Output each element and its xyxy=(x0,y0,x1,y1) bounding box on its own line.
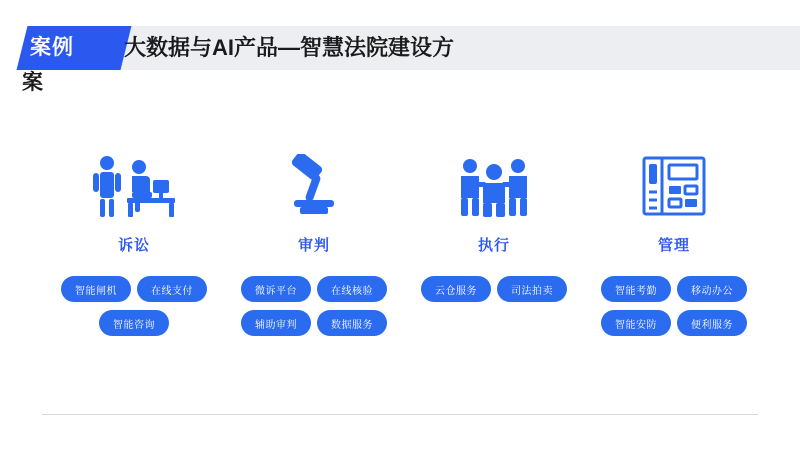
category-column-management xyxy=(574,150,774,380)
pill-item[interactable]: 云仓服务 xyxy=(421,276,491,302)
pill-item[interactable]: 在线支付 xyxy=(137,276,207,302)
category-columns xyxy=(0,150,800,380)
header-overflow-text: 案 xyxy=(22,71,43,94)
pill-item[interactable]: 辅助审判 xyxy=(241,310,311,336)
slide-header xyxy=(0,26,800,70)
pill-item[interactable]: 智能闸机 xyxy=(61,276,131,302)
category-label-trial: 审判 xyxy=(297,237,330,254)
category-label-management: 管理 xyxy=(657,237,690,254)
page-title: 大数据与AI产品—智慧法院建设方 xyxy=(124,35,455,60)
category-column-enforcement xyxy=(394,150,594,380)
pill-item[interactable]: 智能咨询 xyxy=(99,310,169,336)
pill-item[interactable]: 移动办公 xyxy=(677,276,747,302)
three-people-icon xyxy=(394,150,594,222)
pill-item[interactable]: 数据服务 xyxy=(317,310,387,336)
pill-group-litigation xyxy=(34,276,234,336)
pill-item[interactable]: 智能安防 xyxy=(601,310,671,336)
pill-item[interactable]: 在线核验 xyxy=(317,276,387,302)
management-board-icon xyxy=(574,150,774,222)
litigation-people-desk-icon xyxy=(34,150,234,222)
pill-item[interactable]: 司法拍卖 xyxy=(497,276,567,302)
pill-group-enforcement xyxy=(394,276,594,302)
header-tag-label: 案例 xyxy=(30,36,74,59)
pill-item[interactable]: 便利服务 xyxy=(677,310,747,336)
bottom-divider xyxy=(42,414,758,415)
category-column-litigation xyxy=(34,150,234,380)
category-label-enforcement: 执行 xyxy=(477,237,510,254)
category-column-trial xyxy=(214,150,414,380)
pill-group-trial xyxy=(214,276,414,336)
gavel-icon xyxy=(214,150,414,222)
pill-group-management xyxy=(574,276,774,336)
category-label-litigation: 诉讼 xyxy=(117,237,150,254)
pill-item[interactable]: 智能考勤 xyxy=(601,276,671,302)
pill-item[interactable]: 微诉平台 xyxy=(241,276,311,302)
